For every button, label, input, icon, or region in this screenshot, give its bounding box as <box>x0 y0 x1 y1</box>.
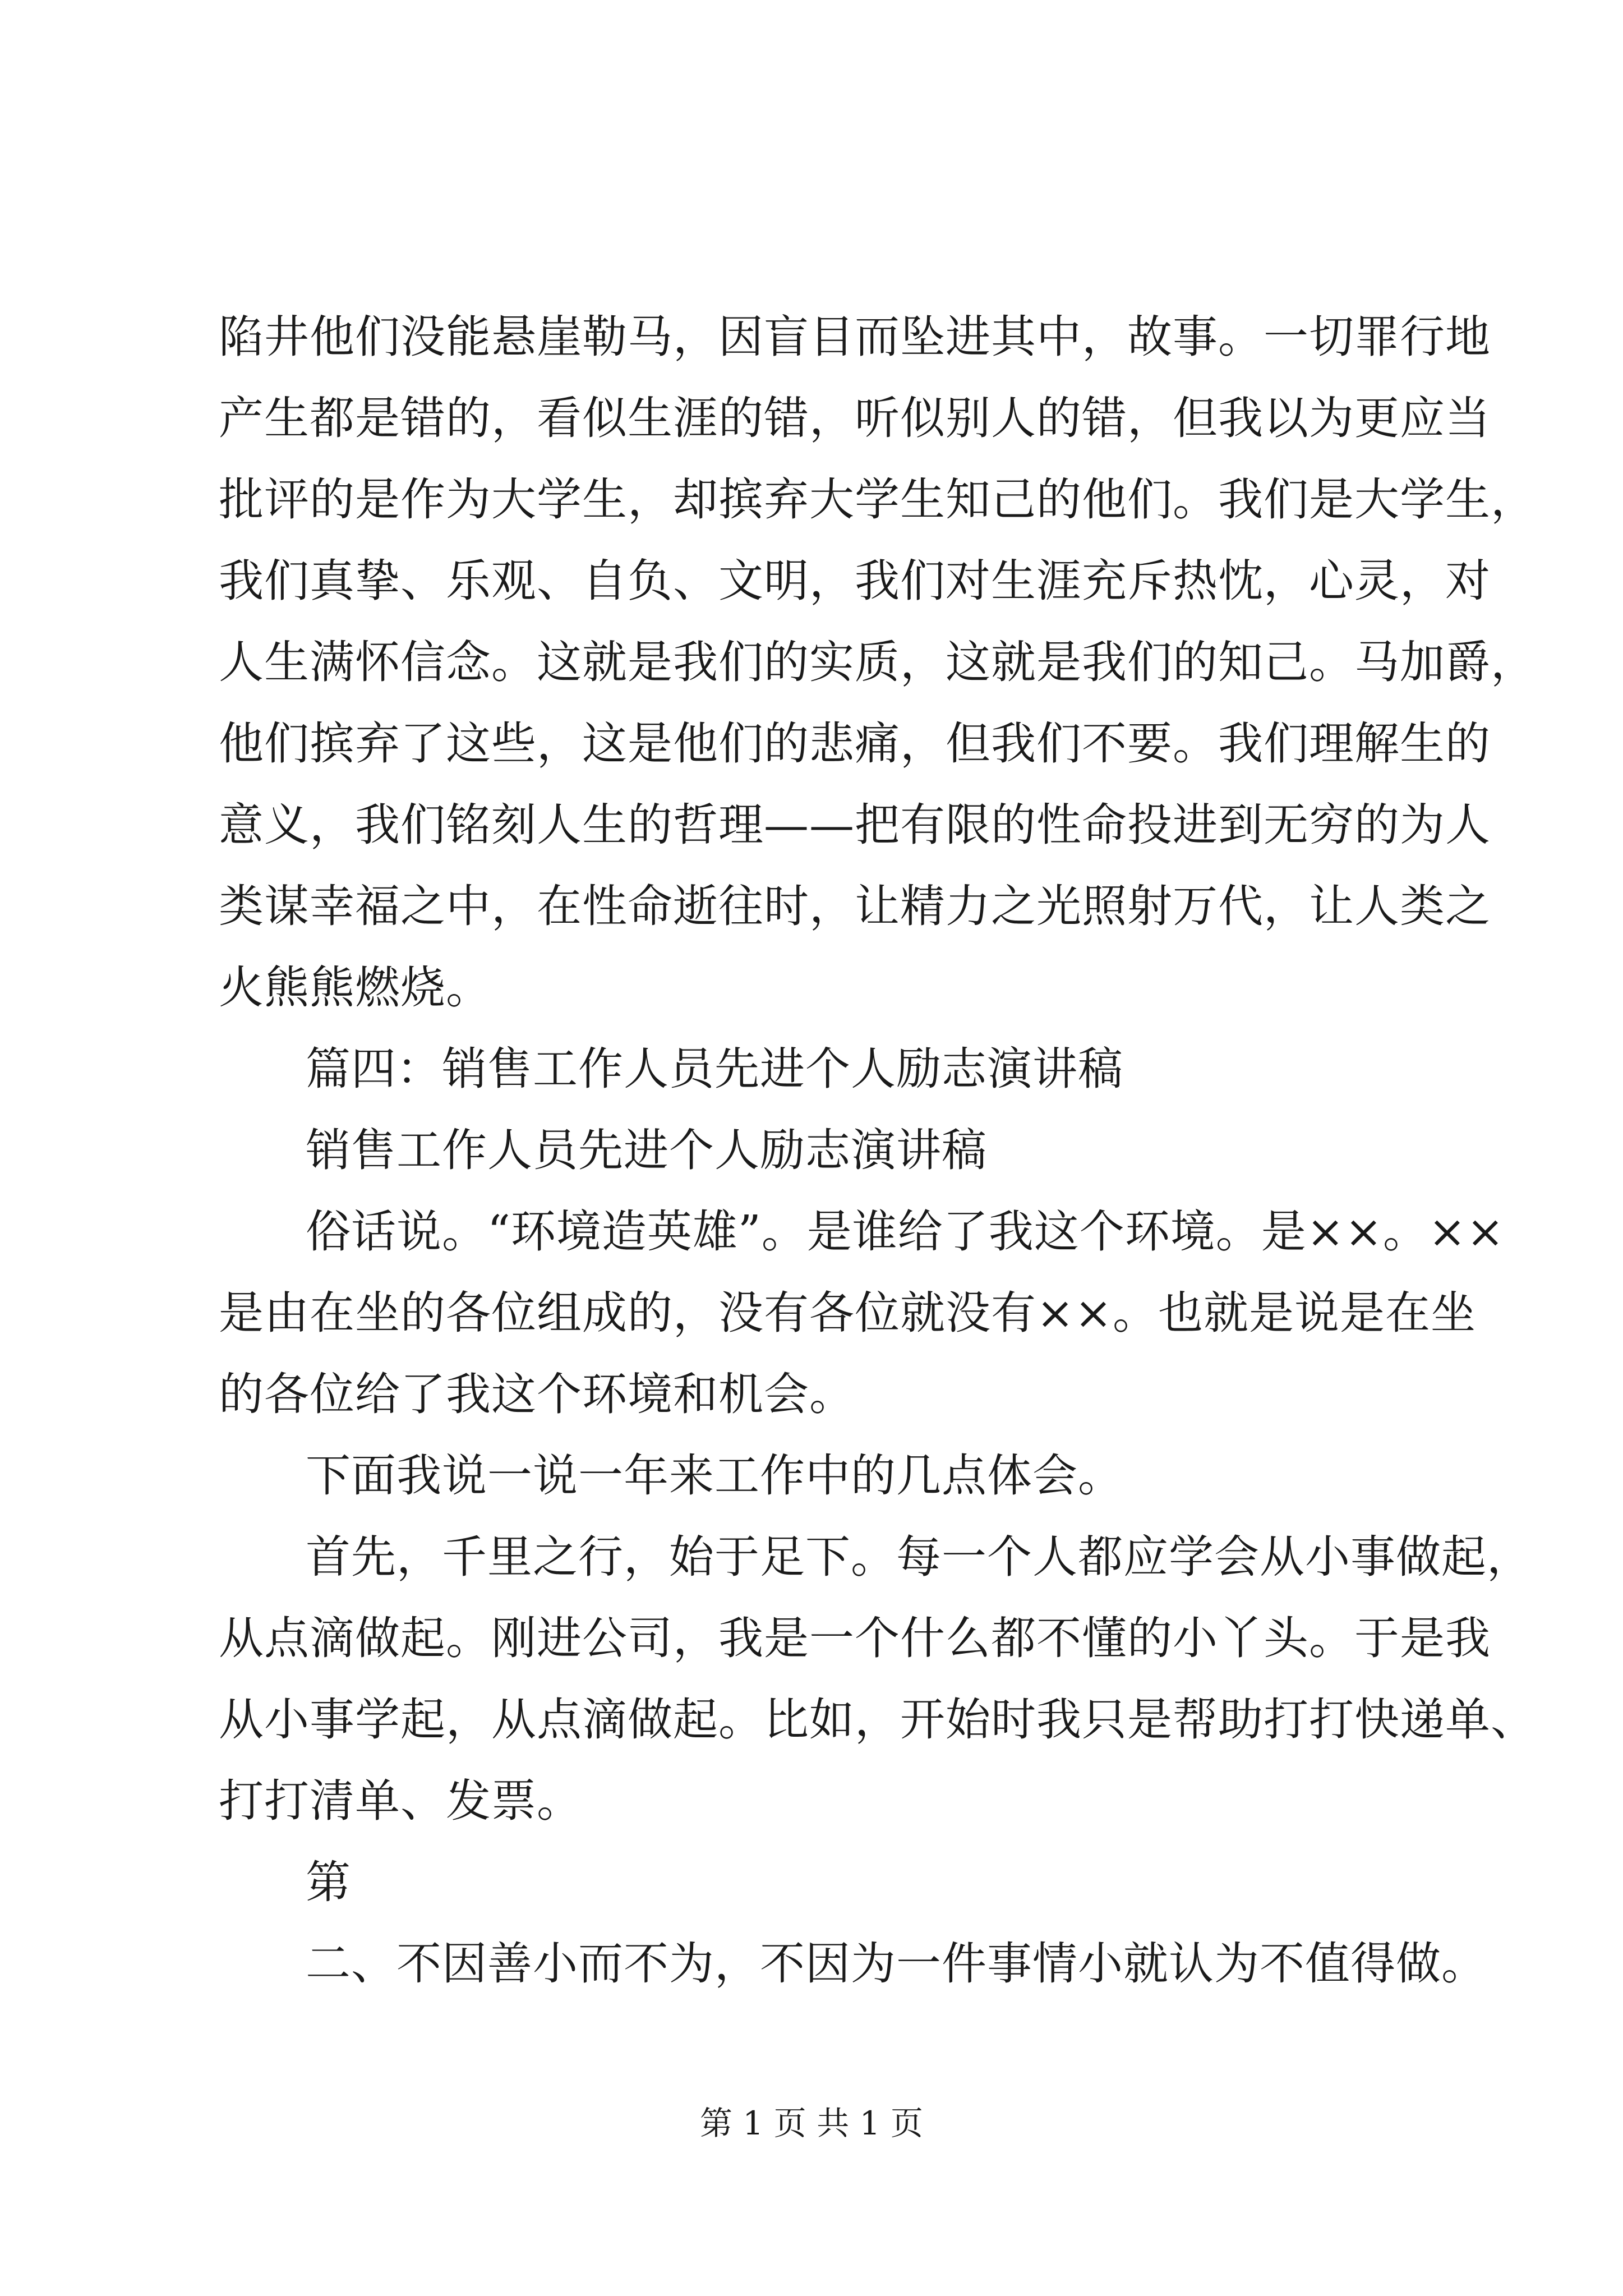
page-footer: 第 1 页 共 1 页 <box>700 2104 923 2142</box>
document-body <box>219 296 1536 2004</box>
body-line-14: 的各位给了我这个环境和机会。 <box>219 1368 855 1420</box>
body-line-13: 是由在坐的各位组成的，没有各位就没有××。也就是说是在坐 <box>219 1287 1477 1339</box>
section-heading: 篇四：销售工作人员先进个人励志演讲稿 <box>306 1043 1123 1095</box>
body-line-7: 意义，我们铭刻人生的哲理——把有限的性命投进到无穷的为人 <box>219 799 1491 851</box>
body-line-16: 首先，千里之行，始于足下。每一个人都应学会从小事做起， <box>306 1531 1532 1583</box>
body-line-8: 类谋幸福之中，在性命逝往时，让精力之光照射万代，让人类之 <box>219 880 1491 932</box>
body-line-19: 打打清单、发票。 <box>219 1775 582 1827</box>
body-line-17: 从点滴做起。刚进公司，我是一个什么都不懂的小丫头。于是我 <box>219 1612 1491 1664</box>
body-line-20: 第 <box>306 1856 351 1908</box>
body-line-6: 他们摈弃了这些，这是他们的悲痛，但我们不要。我们理解生的 <box>219 717 1491 770</box>
body-line-4: 我们真挚、乐观、自负、文明，我们对生涯充斥热忱，心灵，对 <box>219 555 1491 607</box>
body-line-9: 火熊熊燃烧。 <box>219 961 491 1014</box>
body-line-1: 陷井他们没能悬崖勒马，因盲目而坠进其中，故事。一切罪行地 <box>219 311 1491 363</box>
speech-title: 销售工作人员先进个人励志演讲稿 <box>306 1124 987 1176</box>
body-line-12: 俗话说。“环境造英雄”。是谁给了我这个环境。是××。×× <box>306 1205 1505 1258</box>
body-line-15: 下面我说一说一年来工作中的几点体会。 <box>306 1450 1123 1502</box>
body-line-2: 产生都是错的，看似生涯的错，听似别人的错，但我以为更应当 <box>219 392 1491 444</box>
body-line-5: 人生满怀信念。这就是我们的实质，这就是我们的知己。马加爵， <box>219 636 1536 688</box>
body-line-3: 批评的是作为大学生，却摈弃大学生知己的他们。我们是大学生， <box>219 473 1536 526</box>
body-line-18: 从小事学起，从点滴做起。比如，开始时我只是帮助打打快递单、 <box>219 1694 1536 1746</box>
body-line-21: 二、不因善小而不为，不因为一件事情小就认为不值得做。 <box>306 1938 1487 1990</box>
